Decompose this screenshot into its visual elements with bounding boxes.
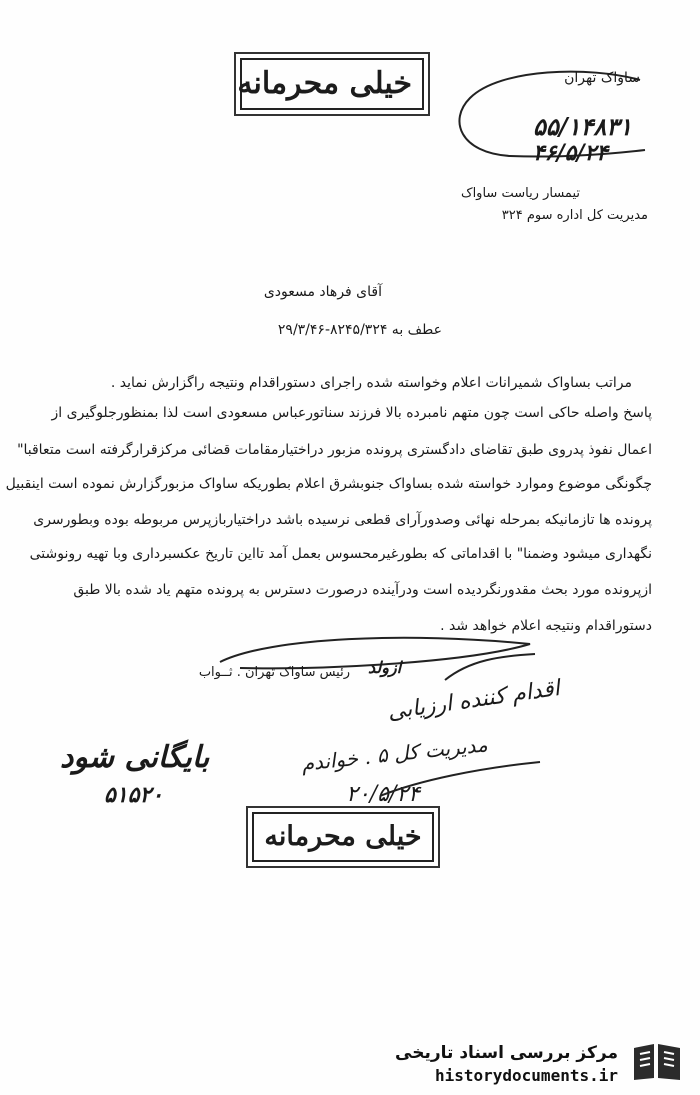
signature-title: رئیس ساواک تهران . ثــواب [198, 665, 350, 680]
body-line-6: نگهداری میشود وضمنا" با اقداماتی که بطورغیرمحسوس بعمل آمد تااین تاریخ عکسبرداری وبا تهیه رونوشتی [29, 546, 652, 562]
handwritten-date: ۲۰/۵/۲۴ [346, 782, 420, 807]
annotation-stroke [380, 760, 540, 800]
archive-note: بایگانی شود [60, 740, 210, 775]
signature-initials: ازولد [368, 658, 402, 677]
footer-website: historydocuments.ir [434, 1066, 618, 1085]
handwritten-note-2: مدیریت کل ۵ . خواندم [300, 732, 489, 776]
note-scribble [440, 650, 540, 690]
letter-date: ۴۶/۵/۲۴ [532, 140, 608, 166]
body-line-3: اعمال نفوذ پدروی طبق تقاضای دادگستری پرونده مزبور دراختیارمقامات قضائی مرکزقرارگرفته است متعاقبا" [17, 442, 652, 458]
body-line-8: دستوراقدام ونتیجه اعلام خواهد شد . [440, 618, 652, 634]
sender-office: ساواک تهران [564, 70, 640, 86]
archive-logo-icon [628, 1040, 686, 1084]
body-line-4: چگونگی موضوع وموارد خواسته شده بساواک جنوبشرق اعلام بطوریکه ساواک مزبورگزارش نموده است اینقبیل [5, 476, 652, 492]
recipient-line-2: مدیریت کل اداره سوم ۳۲۴ [501, 208, 648, 223]
body-line-2: پاسخ واصله حاکی است چون متهم نامبرده بالا فرزند سناتورعباس مسعودی است لذا بمنظورجلوگیری از [51, 405, 652, 421]
subject-line: آقای فرهاد مسعودی [263, 284, 382, 300]
letter-number: ۵۵/۱۴۸۳۱ [533, 112, 632, 141]
body-line-7: ازپرونده مورد بحث مقدورنگردیده است ودرآینده درصورت دسترس به پرونده متهم یاد شده بالا طبق [73, 582, 652, 598]
recipient-line-1: تیمسار ریاست ساواک [460, 186, 580, 201]
reference-line: عطف به ۸۲۴۵/۳۲۴-۲۹/۳/۴۶ [277, 322, 442, 338]
footer-org-name: مرکز بررسی اسناد تاریخی [395, 1043, 618, 1063]
body-line-1: مراتب بساواک شمیرانات اعلام وخواسته شده راجرای دستوراقدام ونتیجه راگزارش نماید . [110, 375, 632, 391]
classification-stamp-top: خیلی محرمانه [240, 58, 424, 110]
classification-stamp-bottom: خیلی محرمانه [252, 812, 434, 862]
handwritten-note-1: اقدام کننده ارزیابی [385, 676, 561, 725]
archive-number: ۵۱۵۲۰ [104, 782, 164, 808]
body-line-5: پرونده ها تازمانیکه بمرحله نهائی وصدورآرای قطعی نرسیده باشد دراختیاربازپرس مربوطه بوده وبطورسری [33, 512, 652, 528]
